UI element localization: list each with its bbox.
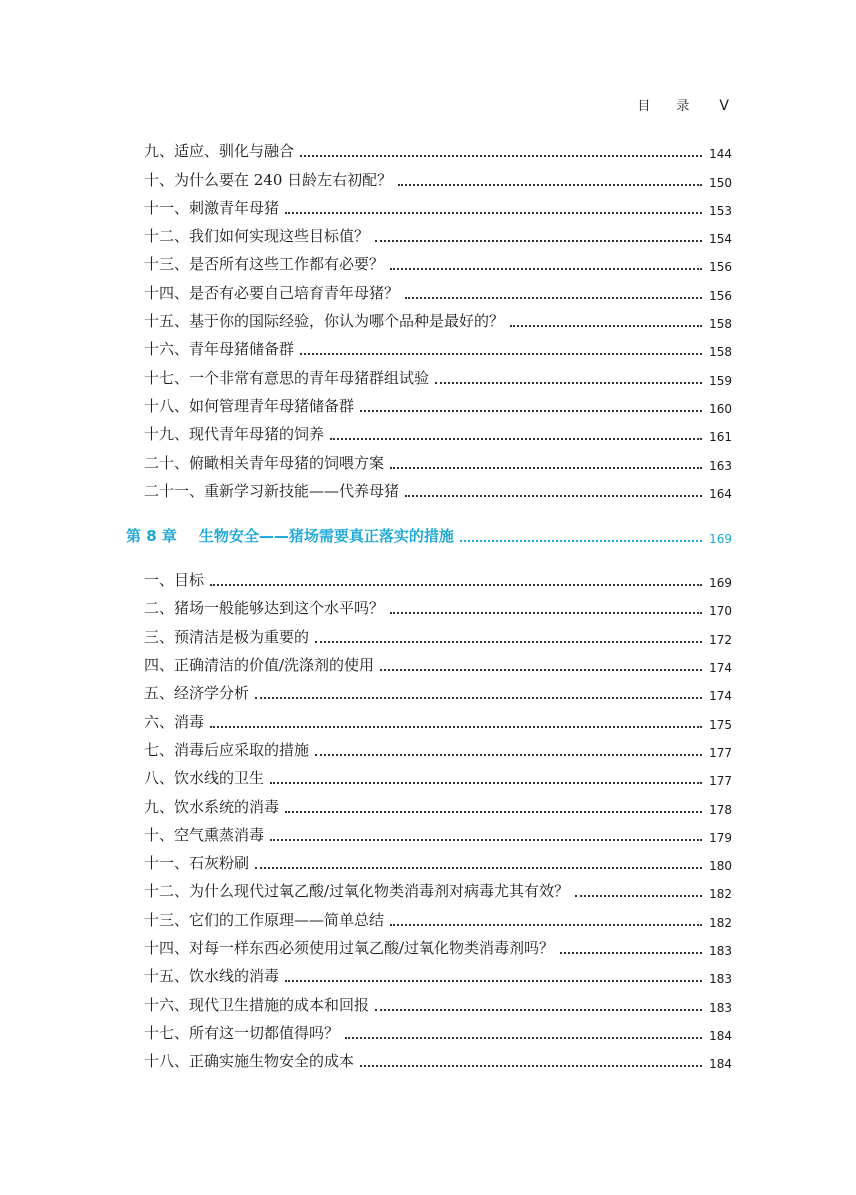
entry-page: 160 [709,401,732,416]
toc-entry[interactable] [126,331,732,359]
chapter-number: 第 8 章 [126,526,177,545]
dot-leader [398,184,702,186]
chapter-title: 生物安全——猪场需要真正落实的措施 [198,526,454,545]
entry-title: 十四、是否有必要自己培育青年母猪？ [144,283,400,302]
dot-leader [380,669,702,671]
toc-entry[interactable] [126,901,732,929]
entry-title: 十五、基于你的国际经验，你认为哪个品种是最好的？ [144,312,505,331]
toc-entry[interactable] [126,788,732,816]
dot-leader [375,1009,702,1011]
entry-title: 九、适应、驯化与融合 [144,142,295,161]
entry-page: 169 [709,576,732,591]
dot-leader [405,297,702,299]
entry-title: 八、饮水线的卫生 [144,769,265,788]
entry-page: 174 [709,689,732,704]
dot-leader [390,268,702,270]
toc-entry[interactable] [126,675,732,703]
toc-entry[interactable] [126,618,732,646]
toc-entry[interactable] [126,359,732,387]
toc-entry[interactable] [126,246,732,274]
entry-title: 一、目标 [144,571,205,590]
entry-title: 二十、俯瞰相关青年母猪的饲喂方案 [144,453,385,472]
dot-leader [270,782,702,784]
entry-title: 十一、石灰粉刷 [144,854,250,873]
entry-page: 156 [709,288,732,303]
entry-title: 五、经济学分析 [144,684,250,703]
dot-leader [435,382,702,384]
toc-entry[interactable] [126,873,732,901]
entry-page: 177 [709,745,732,760]
entry-page: 161 [709,430,732,445]
dot-leader [360,1065,702,1067]
entry-page: 153 [709,203,732,218]
entry-page: 182 [709,887,732,902]
dot-leader [375,240,702,242]
toc-entry[interactable] [126,416,732,444]
dot-leader [285,980,702,982]
entry-page: 177 [709,774,732,789]
entry-title: 十七、一个非常有意思的青年母猪群组试验 [144,368,430,387]
toc-entry[interactable] [126,473,732,501]
entry-page: 159 [709,373,732,388]
dot-leader [300,353,702,355]
toc-entry[interactable] [126,1015,732,1043]
toc-entry[interactable] [126,930,732,958]
entry-title: 十八、正确实施生物安全的成本 [144,1052,355,1071]
dot-leader [345,1037,702,1039]
entry-page: 170 [709,604,732,619]
toc-entry[interactable] [126,817,732,845]
entry-title: 二十一、重新学习新技能——代养母猪 [144,481,400,500]
entry-page: 156 [709,260,732,275]
entry-page: 163 [709,458,732,473]
entry-page: 154 [709,232,732,247]
entry-page: 179 [709,830,732,845]
entry-title: 十六、青年母猪储备群 [144,340,295,359]
entry-page: 184 [709,1028,732,1043]
entry-title: 十四、对每一样东西必须使用过氧乙酸/过氧化物类消毒剂吗？ [144,939,555,958]
entry-page: 184 [709,1057,732,1072]
dot-leader [405,495,702,497]
running-header [637,95,729,114]
entry-page: 183 [709,972,732,987]
entry-title: 七、消毒后应采取的措施 [144,740,310,759]
dot-leader [210,584,702,586]
dot-leader [255,697,702,699]
entry-title: 十六、现代卫生措施的成本和回报 [144,995,370,1014]
toc-entry[interactable] [126,647,732,675]
toc-section-2 [126,562,732,1071]
entry-title: 十七、所有这一切都值得吗？ [144,1023,340,1042]
dot-leader [510,325,702,327]
toc-entry[interactable] [126,444,732,472]
entry-page: 174 [709,661,732,676]
dot-leader [300,155,702,157]
entry-page: 158 [709,345,732,360]
entry-title: 十三、它们的工作原理——简单总结 [144,910,385,929]
dot-leader [575,895,702,897]
toc-chapter-8[interactable] [126,518,732,546]
toc-section-1 [126,133,732,501]
entry-page: 164 [709,486,732,501]
toc-entry[interactable] [126,133,732,161]
dot-leader [360,410,702,412]
entry-page: 183 [709,1000,732,1015]
toc-entry[interactable] [126,590,732,618]
toc-entry[interactable] [126,190,732,218]
toc-entry[interactable] [126,161,732,189]
entry-page: 172 [709,632,732,647]
toc-entry[interactable] [126,218,732,246]
dot-leader [285,212,702,214]
dot-leader [330,438,702,440]
dot-leader [270,839,702,841]
dot-leader [315,754,702,756]
entry-title: 九、饮水系统的消毒 [144,797,280,816]
entry-title: 十二、我们如何实现这些目标值？ [144,227,370,246]
header-title: 目录 [637,99,716,114]
entry-page: 175 [709,717,732,732]
dot-leader [210,726,702,728]
entry-page: 182 [709,915,732,930]
entry-title: 十一、刺激青年母猪 [144,198,280,217]
entry-page: 183 [709,944,732,959]
entry-page: 158 [709,317,732,332]
entry-title: 十三、是否所有这些工作都有必要？ [144,255,385,274]
dot-leader [285,811,702,813]
entry-title: 六、消毒 [144,712,205,731]
toc-entry[interactable] [126,986,732,1014]
entry-title: 十八、如何管理青年母猪储备群 [144,396,355,415]
entry-page: 178 [709,802,732,817]
chapter-page: 169 [709,531,732,546]
entry-page: 150 [709,175,732,190]
dot-leader [390,924,702,926]
header-page-number: V [719,98,729,114]
toc-entry[interactable] [126,274,732,302]
entry-title: 三、预清洁是极为重要的 [144,627,310,646]
entry-title: 十、为什么要在 240 日龄左右初配？ [144,170,393,189]
entry-page: 144 [709,147,732,162]
entry-page: 180 [709,859,732,874]
entry-title: 十、空气熏蒸消毒 [144,825,265,844]
entry-title: 四、正确清洁的价值/洗涤剂的使用 [144,656,375,675]
table-of-contents [126,133,732,1071]
toc-entry[interactable] [126,760,732,788]
toc-entry[interactable] [126,303,732,331]
dot-leader [255,867,702,869]
toc-entry[interactable] [126,562,732,590]
toc-entry[interactable] [126,703,732,731]
dot-leader [315,641,702,643]
dot-leader [390,612,702,614]
entry-title: 十五、饮水线的消毒 [144,967,280,986]
toc-entry[interactable] [126,732,732,760]
dot-leader [460,540,702,542]
entry-title: 二、猪场一般能够达到这个水平吗？ [144,599,385,618]
toc-entry[interactable] [126,958,732,986]
dot-leader [560,952,702,954]
entry-title: 十九、现代青年母猪的饲养 [144,425,325,444]
toc-entry[interactable] [126,388,732,416]
entry-title: 十二、为什么现代过氧乙酸/过氧化物类消毒剂对病毒尤其有效？ [144,882,570,901]
toc-entry[interactable] [126,1043,732,1071]
toc-entry[interactable] [126,845,732,873]
dot-leader [390,467,702,469]
